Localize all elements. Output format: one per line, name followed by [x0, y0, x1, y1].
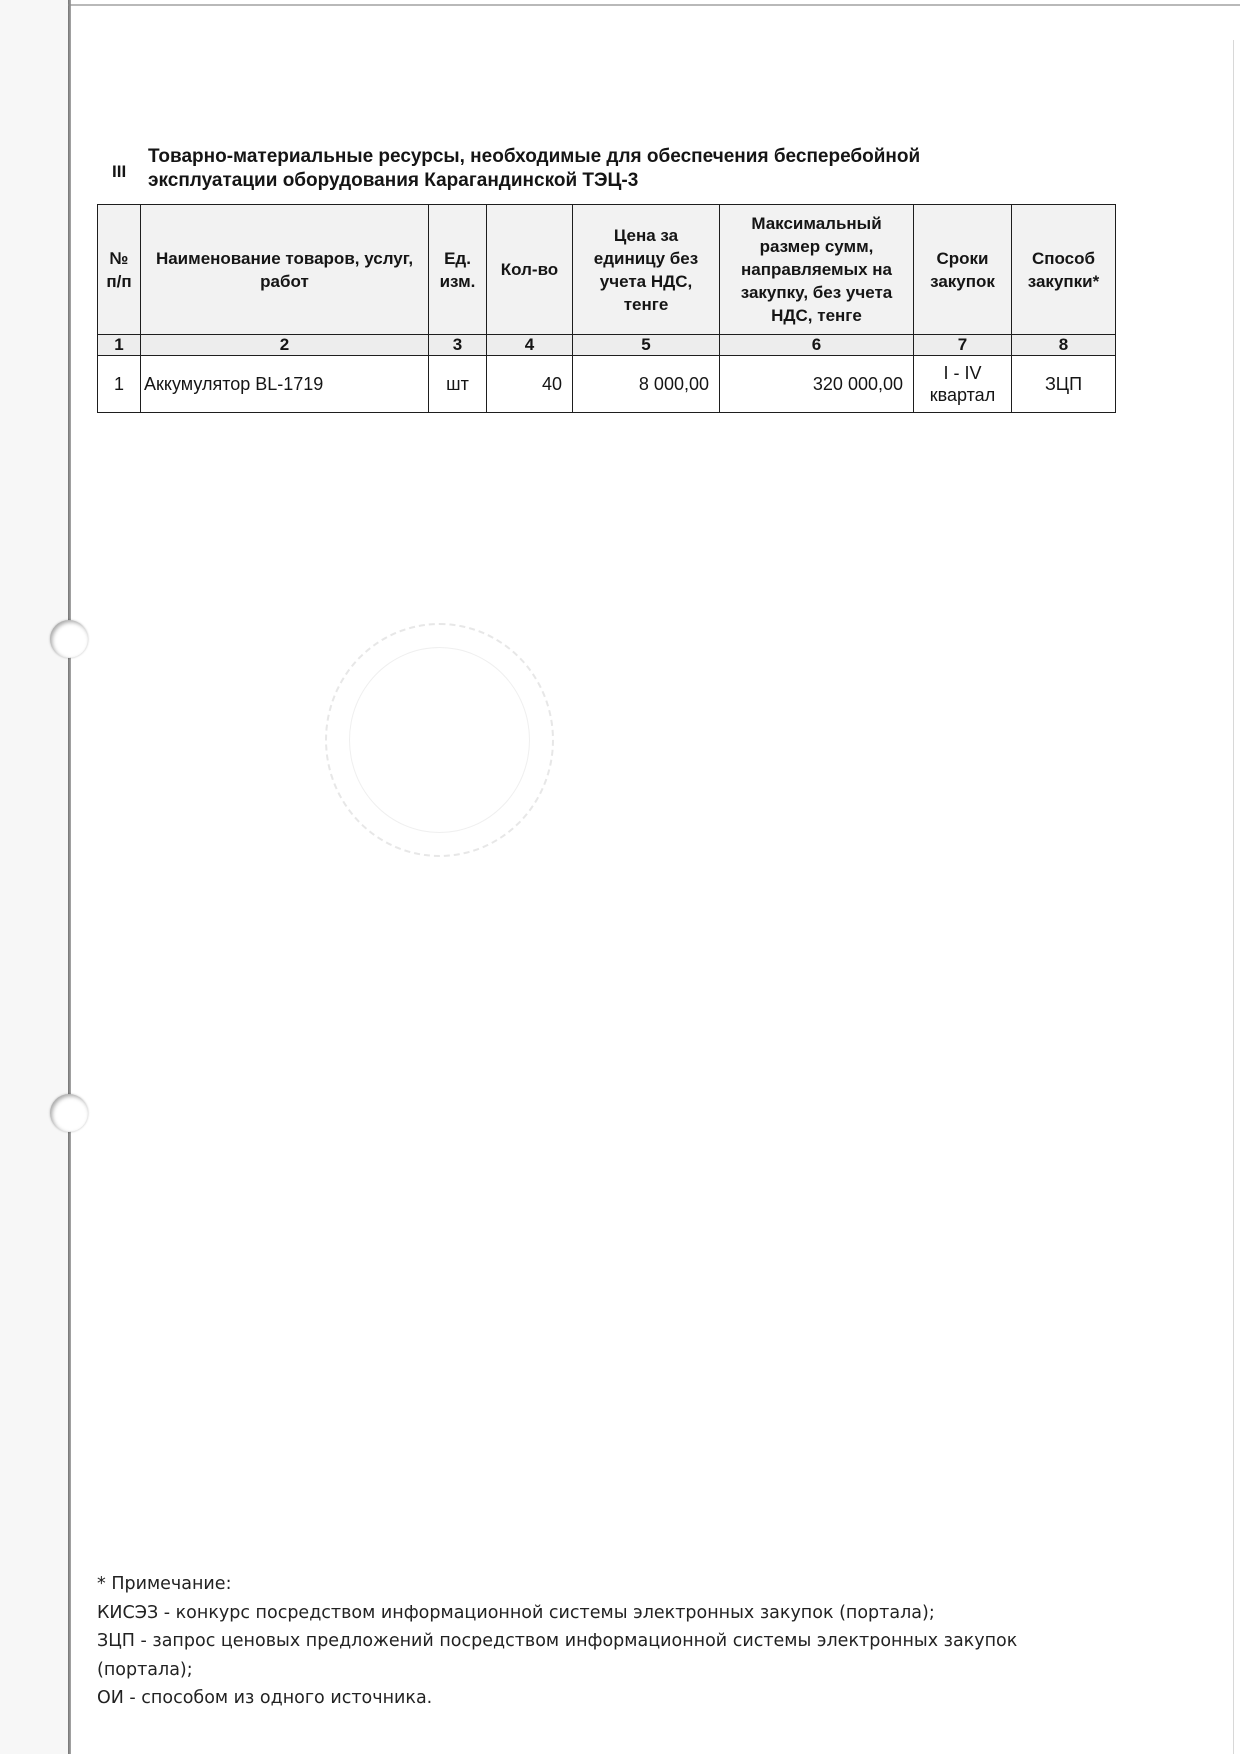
section-title — [148, 145, 920, 193]
cell-unit-price: 8 000,00 — [573, 356, 720, 413]
section-title-line: Товарно-материальные ресурсы, необходимые для обеспечения бесперебойной — [148, 146, 921, 167]
footnote-heading: * Примечание: — [97, 1574, 232, 1594]
footnote-line: ЗЦП - запрос ценовых предложений посредством информационной системы электронных закупок — [97, 1631, 1018, 1651]
scan-edge-left — [68, 0, 71, 1754]
punch-hole-icon — [50, 620, 88, 658]
column-number: 3 — [429, 335, 487, 356]
cell-max-amount: 320 000,00 — [720, 356, 914, 413]
cell-number: 1 — [98, 356, 141, 413]
cell-period — [914, 356, 1012, 413]
scan-edge-top — [68, 4, 1240, 6]
column-header-number: № п/п — [98, 205, 141, 335]
faint-stamp-icon — [325, 623, 554, 857]
column-number-row — [98, 335, 1116, 356]
column-header-max-amount: Максимальный размер сумм, направляемых на закупку, без учета НДС, тенге — [720, 205, 914, 335]
table-row — [98, 356, 1116, 413]
footnote — [97, 1570, 1097, 1713]
column-header-name: Наименование товаров, услуг, работ — [141, 205, 429, 335]
column-header-period: Сроки закупок — [914, 205, 1012, 335]
column-header-unit: Ед. изм. — [429, 205, 487, 335]
cell-method: ЗЦП — [1012, 356, 1116, 413]
punch-hole-icon — [50, 1094, 88, 1132]
column-header-method: Способ закупки* — [1012, 205, 1116, 335]
column-number: 4 — [487, 335, 573, 356]
cell-unit: шт — [429, 356, 487, 413]
column-number: 5 — [573, 335, 720, 356]
footnote-line: (портала); — [97, 1659, 193, 1680]
cell-quantity: 40 — [487, 356, 573, 413]
column-number: 7 — [914, 335, 1012, 356]
cell-period-line: I - IV — [943, 363, 982, 383]
column-header-unit-price: Цена за единицу без учета НДС, тенге — [573, 205, 720, 335]
footnote-line: ОИ - способом из одного источника. — [97, 1688, 433, 1708]
column-number: 2 — [141, 335, 429, 356]
table-header-row — [98, 205, 1116, 335]
column-number: 6 — [720, 335, 914, 356]
cell-period-line: квартал — [929, 385, 996, 405]
section-heading — [112, 145, 1012, 193]
column-header-quantity: Кол-во — [487, 205, 573, 335]
section-number: III — [112, 162, 127, 181]
scan-edge-right — [1233, 40, 1234, 1754]
resources-table — [97, 204, 1116, 413]
section-title-line: эксплуатации оборудования Карагандинской ТЭЦ-3 — [148, 170, 639, 191]
cell-name: Аккумулятор BL-1719 — [141, 356, 429, 413]
column-number: 8 — [1012, 335, 1116, 356]
footnote-line: КИСЭЗ - конкурс посредством информационной системы электронных закупок (портала); — [97, 1602, 935, 1623]
column-number: 1 — [98, 335, 141, 356]
scan-margin — [0, 0, 68, 1754]
